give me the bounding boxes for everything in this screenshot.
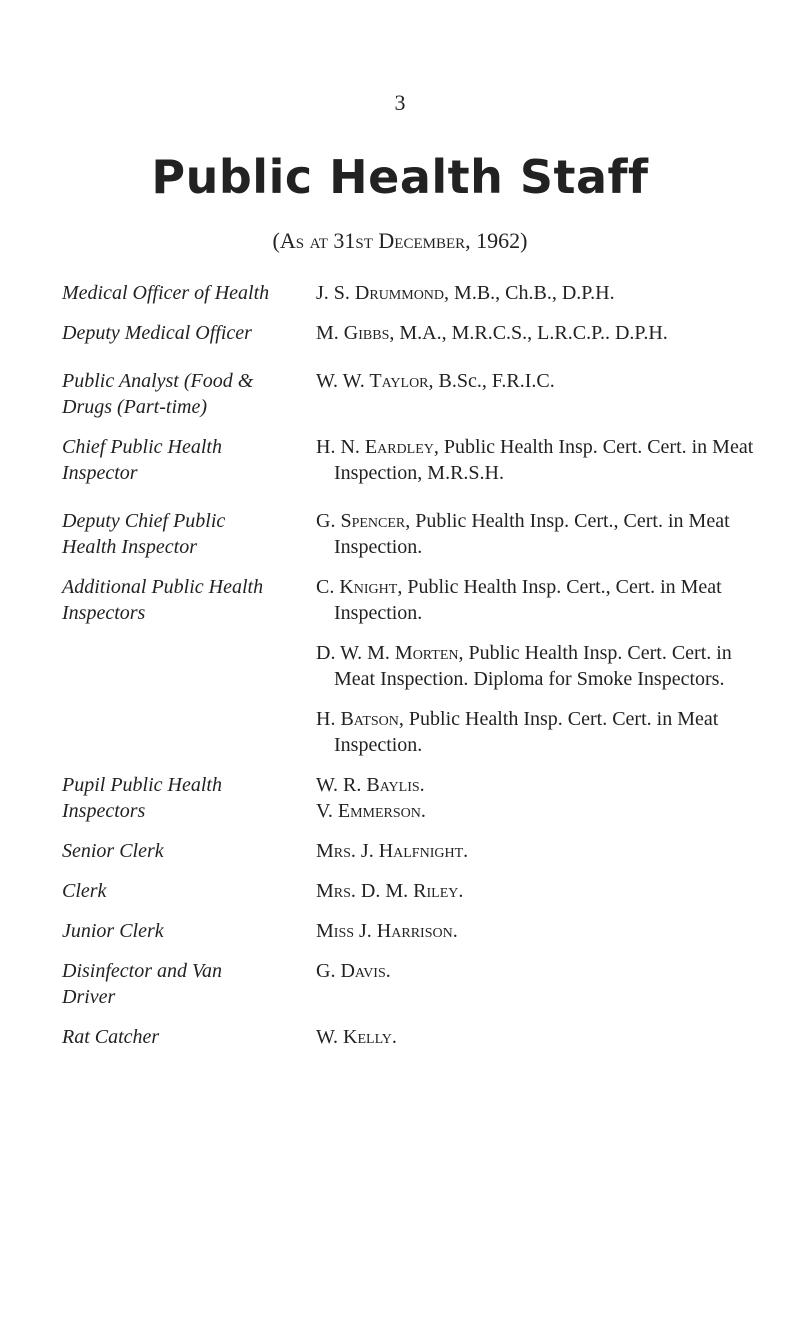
staff-holder	[316, 772, 762, 798]
role-holders	[316, 574, 762, 758]
staff-holder	[316, 878, 762, 904]
role-title	[62, 574, 316, 758]
staff-name: W. Kelly.	[316, 1026, 397, 1048]
role-holders	[316, 878, 762, 904]
staff-list	[62, 280, 762, 1050]
role-title	[62, 772, 316, 824]
page-subtitle: (As at 31st December, 1962)	[272, 228, 528, 253]
staff-holder	[316, 798, 762, 824]
role-title	[62, 878, 316, 904]
role-title-line: Disinfector and Van	[62, 960, 222, 982]
role-title	[62, 1024, 316, 1050]
staff-qualifications: , Public Health Insp. Cert., Cert. in Meat Inspection.	[334, 510, 730, 558]
role-title-line: Deputy Medical Officer	[62, 322, 252, 344]
staff-qualifications: , B.Sc., F.R.I.C.	[428, 370, 555, 392]
role-holders	[316, 368, 762, 420]
staff-name: H. N. Eardley	[316, 436, 434, 458]
role-title-line: Public Analyst (Food &	[62, 370, 254, 392]
role-title-line: Senior Clerk	[62, 840, 164, 862]
role-holders	[316, 772, 762, 824]
role-holders	[316, 508, 762, 560]
staff-holder	[316, 1024, 762, 1050]
staff-name: C. Knight	[316, 576, 398, 598]
role-title-line: Deputy Chief Public	[62, 510, 226, 532]
staff-holder	[316, 434, 762, 486]
staff-qualifications: , M.B., Ch.B., D.P.H.	[444, 282, 615, 304]
staff-name: Miss J. Harrison.	[316, 920, 458, 942]
staff-row	[62, 434, 762, 486]
role-title-line: Additional Public Health	[62, 576, 264, 598]
staff-row	[62, 320, 762, 346]
staff-row	[62, 280, 762, 306]
staff-qualifications: , Public Health Insp. Cert. Cert. in Meat Inspection, M.R.S.H.	[334, 436, 754, 484]
staff-name: W. R. Baylis.	[316, 774, 425, 796]
staff-holder	[316, 280, 762, 306]
role-holders	[316, 434, 762, 486]
role-holders	[316, 918, 762, 944]
role-title-line: Junior Clerk	[62, 920, 164, 942]
staff-row	[62, 918, 762, 944]
staff-holder	[316, 508, 762, 560]
staff-holder	[316, 958, 762, 984]
staff-qualifications: , Public Health Insp. Cert. Cert. in Meat Inspection.	[334, 708, 719, 756]
staff-row	[62, 878, 762, 904]
staff-qualifications: , Public Health Insp. Cert. Cert. in Meat Inspection. Diploma for Smoke Inspectors.	[334, 642, 732, 690]
staff-name: V. Emmerson.	[316, 800, 426, 822]
role-holders	[316, 838, 762, 864]
role-title-line: Driver	[62, 986, 116, 1008]
staff-holder	[316, 320, 762, 346]
role-title	[62, 368, 316, 420]
staff-holder	[316, 918, 762, 944]
staff-row	[62, 958, 762, 1010]
role-title-line: Health Inspector	[62, 536, 197, 558]
role-title-line: Inspectors	[62, 602, 146, 624]
role-title	[62, 434, 316, 486]
role-holders	[316, 958, 762, 1010]
staff-row	[62, 574, 762, 758]
role-title	[62, 918, 316, 944]
staff-name: Mrs. D. M. Riley.	[316, 880, 464, 902]
staff-name: H. Batson	[316, 708, 399, 730]
role-title	[62, 838, 316, 864]
role-title-line: Clerk	[62, 880, 107, 902]
staff-holder	[316, 640, 762, 692]
role-title	[62, 508, 316, 560]
staff-qualifications: , M.A., M.R.C.S., L.R.C.P.. D.P.H.	[389, 322, 668, 344]
role-title-line: Drugs (Part-time)	[62, 396, 207, 418]
staff-qualifications: , Public Health Insp. Cert., Cert. in Meat Inspection.	[334, 576, 722, 624]
role-title-line: Medical Officer of Health	[62, 282, 270, 304]
role-title-line: Inspectors	[62, 800, 146, 822]
role-title-line: Rat Catcher	[62, 1026, 160, 1048]
page-number: 3	[394, 90, 406, 115]
staff-row	[62, 838, 762, 864]
staff-row	[62, 1024, 762, 1050]
role-holders	[316, 320, 762, 346]
staff-name: J. S. Drummond	[316, 282, 445, 304]
staff-name: D. W. M. Morten	[316, 642, 459, 664]
staff-name: Mrs. J. Halfnight.	[316, 840, 469, 862]
staff-name: G. Spencer	[316, 510, 406, 532]
staff-name: G. Davis.	[316, 960, 391, 982]
role-title-line: Pupil Public Health	[62, 774, 222, 796]
staff-name: W. W. Taylor	[316, 370, 429, 392]
staff-holder	[316, 838, 762, 864]
role-title-line: Inspector	[62, 462, 138, 484]
role-holders	[316, 280, 762, 306]
staff-name: M. Gibbs	[316, 322, 390, 344]
role-holders	[316, 1024, 762, 1050]
staff-row	[62, 368, 762, 420]
page-title: Public Health Staff	[151, 150, 649, 204]
role-title	[62, 958, 316, 1010]
staff-row	[62, 508, 762, 560]
role-title	[62, 280, 316, 306]
staff-row	[62, 772, 762, 824]
role-title-line: Chief Public Health	[62, 436, 222, 458]
staff-holder	[316, 706, 762, 758]
role-title	[62, 320, 316, 346]
staff-holder	[316, 574, 762, 626]
staff-holder	[316, 368, 762, 394]
